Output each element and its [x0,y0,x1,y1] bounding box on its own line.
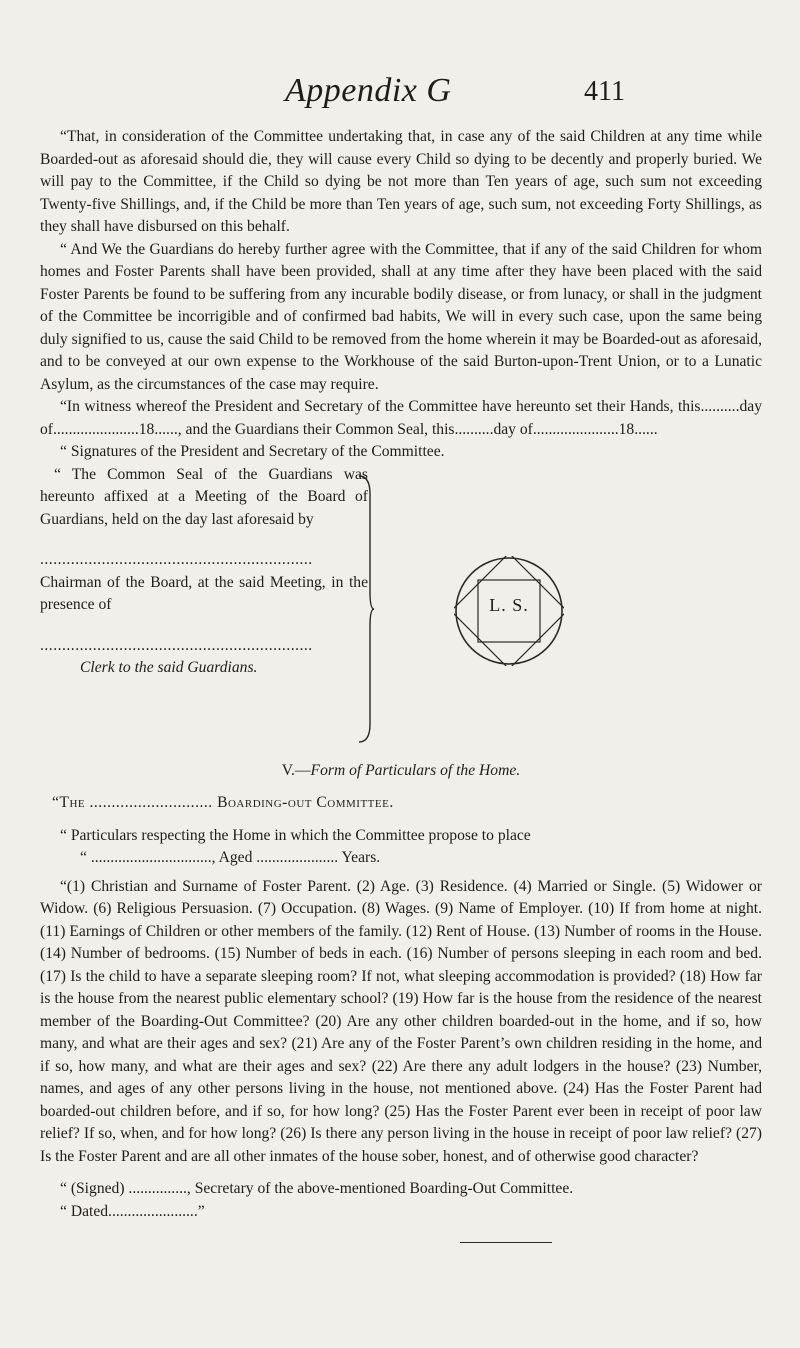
right-brace [358,474,374,744]
particulars-intro: “ Particulars respecting the Home in which the Committee propose to place [60,826,531,844]
seal-emblem [454,556,564,666]
form-heading-number: V.— [281,761,311,779]
seal-attestation [40,464,368,680]
common-seal-text: “ The Common Seal of the Guardians was hereunto affixed at a Meeting of the Board of Guardians, held on the day last aforesaid by [40,465,368,528]
committee-line: “The ............................ Boarding-out Committee. [52,794,394,811]
chairman-signature-line: .............................................................. [40,551,313,568]
clerk-signature-line: .............................................................. [40,636,313,654]
aged-line: “ ..............................., Aged ..................... Years. [80,849,381,866]
seal-label: L. S. [489,594,529,615]
form-heading-title: Form of Particulars of the Home. [310,761,521,779]
signed-line: “ (Signed) ..............., Secretary of the above-mentioned Boarding-Out Committee. [60,1180,574,1197]
chairman-text: Chairman of the Board, at the said Meeting, in the presence of [40,573,368,613]
dated-line: “ Dated.......................” [60,1202,205,1220]
page-number: 411 [584,76,625,107]
burial-paragraph: “That, in consideration of the Committee undertaking that, in case any of the said Children at any time while Boarded-out as aforesaid should die, they will cause every Child so dying to be decently and properly buried. We will pay to the Committee, if the Child so dying be not more than Ten years of age, such sum not exceeding Twenty-five Shillings, and, if the Child be more than Ten years of age, such sum, not exceeding Forty Shillings, as they shall have disbursed on this behalf. [40,128,762,235]
particulars-questions: “(1) Christian and Surname of Foster Parent. (2) Age. (3) Residence. (4) Married or Single. (5) Widower or Widow. (6) Religious Persuasion. (7) Occupation. (8) Wages. (9) Name of Employer. (10) If from home at night. (11) Earnings of Children or other members of the family. (12) Rent of House. (13) Number of rooms in the House. (14) Number of bedrooms. (15) Number of beds in each. (16) Number of persons sleeping in each room and bed. (17) Is the child to have a separate sleeping room? If not, what sleeping accommodation is provided? (18) How far is the house from the nearest public elementary school? (19) How far is the house from the residence of the nearest member of the Boarding-Out Committee? (20) Are any other children boarded-out in the home, and if so, how many, and what are their ages and sex? (21) Are any of the Foster Parent’s own children residing in the home, and if so, how many, and what are their ages and sex? (22) Are there any adult lodgers in the house? (23) Number, names, and ages of any other persons living in the house, not mentioned above. (24) Has the Foster Parent had boarded-out children before, and if so, for how long? (25) Has the Foster Parent ever been in receipt of poor law relief? If so, when, and for how long? (26) Is there any person living in the house in receipt of poor law relief? (27) Is the Foster Parent and are all other inmates of the house sober, honest, and of otherwise good character? [40,877,762,1165]
form-heading [40,760,762,783]
signatures-paragraph: “ Signatures of the President and Secretary of the Committee. [60,443,445,460]
page-body [40,126,762,1223]
end-rule [460,1242,552,1243]
page-header [0,70,800,120]
removal-paragraph: “ And We the Guardians do hereby further agree with the Committee, that if any of the said Children for whom homes and Foster Parents shall have been provided, shall at any time after they have been placed with the said Foster Parents be found to be suffering from any incurable bodily disease, or from lunacy, or shall in the judgment of the Committee be incorrigible and of confirmed bad habits, We will in every such case, upon the same being duly signified to us, cause the said Child to be removed from the home wherein it may be Boarded-out as aforesaid, and to be conveyed at our own expense to the Workhouse of the said Burton-upon-Trent Union, or to a Lunatic Asylum, as the circumstances of the case may require. [40,240,762,393]
clerk-text: Clerk to the said Guardians. [80,659,258,676]
witness-paragraph: “In witness whereof the President and Secretary of the Committee have hereunto set their Hands, this..........day of......................18......, and the Guardians their Common Seal, this..........day of......................18...... [40,398,762,438]
running-head: Appendix G [285,72,452,109]
signing-block [40,464,762,750]
